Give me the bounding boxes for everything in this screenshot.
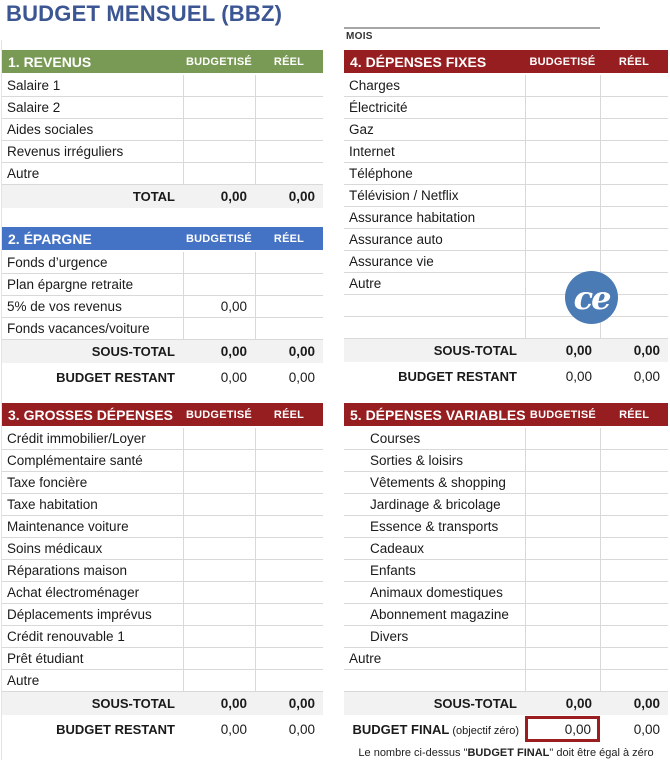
- table-revenus: [2, 50, 323, 208]
- row-label: Autre: [7, 673, 40, 688]
- total-reel: 0,00: [288, 189, 315, 204]
- mois-label: MOIS: [346, 31, 373, 42]
- reel-cell[interactable]: [255, 450, 323, 471]
- reel-cell[interactable]: [255, 75, 323, 96]
- table-row: [2, 450, 323, 472]
- row-label: Revenus irréguliers: [7, 144, 124, 159]
- reel-cell[interactable]: [600, 648, 668, 669]
- row-label: Aides sociales: [7, 122, 94, 137]
- budget-restant-label: BUDGET RESTANT: [56, 370, 175, 385]
- reel-cell[interactable]: [255, 141, 323, 162]
- table-row: [2, 252, 323, 274]
- budget-restant-budgetise: 0,00: [220, 722, 247, 737]
- table-title: 1. REVENUS: [8, 53, 92, 70]
- reel-cell[interactable]: [600, 450, 668, 471]
- budgetise-cell[interactable]: [183, 318, 255, 339]
- row-label: Gaz: [349, 122, 374, 137]
- reel-cell[interactable]: [255, 604, 323, 625]
- table-row: [2, 560, 323, 582]
- column-header-reel: RÉEL: [273, 232, 305, 245]
- reel-cell[interactable]: [255, 252, 323, 273]
- table-row: [2, 274, 323, 296]
- table-row: [2, 163, 323, 185]
- reel-cell[interactable]: [600, 428, 668, 449]
- table-revenus-header: [2, 50, 323, 75]
- budgetise-cell[interactable]: [525, 251, 600, 272]
- budget-restant-label: BUDGET RESTANT: [56, 722, 175, 737]
- table-row: [2, 296, 323, 318]
- table-row: [2, 626, 323, 648]
- row-label: Réparations maison: [7, 563, 128, 578]
- budgetise-cell[interactable]: [525, 450, 600, 471]
- reel-cell[interactable]: [600, 229, 668, 250]
- budgetise-cell[interactable]: [525, 207, 600, 228]
- reel-cell[interactable]: [255, 516, 323, 537]
- reel-cell[interactable]: [600, 141, 668, 162]
- budgetise-cell[interactable]: [183, 472, 255, 493]
- table-row: [2, 97, 323, 119]
- table-row: [2, 538, 323, 560]
- budgetise-cell[interactable]: [525, 428, 600, 449]
- reel-cell[interactable]: [255, 119, 323, 140]
- budget-final-row: [344, 716, 668, 742]
- table-row: [2, 516, 323, 538]
- table-title: 2. ÉPARGNE: [8, 230, 92, 247]
- budgetise-cell[interactable]: [525, 472, 600, 493]
- row-label: Déplacements imprévus: [7, 607, 152, 622]
- budgetise-cell[interactable]: [525, 670, 600, 691]
- row-label: Animaux domestiques: [370, 585, 503, 600]
- budgetise-cell[interactable]: [183, 141, 255, 162]
- table-row: [344, 75, 668, 97]
- row-label: [344, 670, 525, 691]
- budgetise-cell[interactable]: [183, 604, 255, 625]
- row-label: Taxe foncière: [7, 475, 88, 490]
- reel-cell[interactable]: [600, 538, 668, 559]
- table-depenses-fixes-header: [344, 50, 668, 75]
- budgetise-cell[interactable]: [525, 626, 600, 647]
- budget-restant-row: [2, 718, 323, 741]
- footnote-bold: BUDGET FINAL: [467, 747, 550, 759]
- reel-cell[interactable]: [255, 318, 323, 339]
- row-label: Cadeaux: [370, 541, 425, 556]
- table-row: [2, 494, 323, 516]
- budget-restant-row: [2, 366, 323, 389]
- row-label: Autre: [7, 166, 40, 181]
- row-label: Internet: [349, 144, 395, 159]
- table-row: [344, 229, 668, 251]
- budgetise-cell[interactable]: [183, 119, 255, 140]
- table-row: [2, 604, 323, 626]
- table-row: [2, 582, 323, 604]
- row-label: Maintenance voiture: [7, 519, 129, 534]
- budgetise-cell[interactable]: [525, 648, 600, 669]
- left-column: [2, 0, 323, 760]
- mois-input-line[interactable]: [344, 27, 600, 29]
- row-label: Enfants: [370, 563, 416, 578]
- reel-cell[interactable]: [600, 560, 668, 581]
- column-header-reel: RÉEL: [618, 55, 650, 68]
- table-epargne: [2, 227, 323, 389]
- reel-cell[interactable]: [600, 207, 668, 228]
- row-label: Plan épargne retraite: [7, 277, 134, 292]
- budgetise-cell[interactable]: [525, 560, 600, 581]
- subtotal-budgetise: 0,00: [220, 696, 247, 711]
- budgetise-cell[interactable]: [183, 494, 255, 515]
- column-header-budgetise: BUDGETISÉ: [529, 408, 596, 421]
- table-row: [344, 670, 668, 692]
- budgetise-cell[interactable]: [183, 97, 255, 118]
- budget-restant-reel: 0,00: [288, 722, 315, 737]
- table-row: [344, 472, 668, 494]
- table-depenses-variables-header: [344, 403, 668, 428]
- table-grosses-depenses: [2, 403, 323, 741]
- row-label: Jardinage & bricolage: [370, 497, 501, 512]
- table-row: [344, 97, 668, 119]
- table-row: [344, 450, 668, 472]
- row-label: Salaire 1: [7, 78, 61, 93]
- budgetise-cell[interactable]: [525, 97, 600, 118]
- table-title: 4. DÉPENSES FIXES: [350, 53, 487, 70]
- subtotal-budgetise: 0,00: [565, 696, 592, 711]
- budgetise-cell[interactable]: [183, 274, 255, 295]
- budget-restant-reel: 0,00: [288, 370, 315, 385]
- reel-cell[interactable]: [255, 97, 323, 118]
- reel-cell[interactable]: [600, 317, 668, 338]
- table-row: [344, 428, 668, 450]
- footnote: [344, 747, 668, 759]
- reel-cell[interactable]: [255, 163, 323, 184]
- budget-final-budgetise-cell: 0,00: [525, 716, 600, 742]
- reel-cell[interactable]: [600, 251, 668, 272]
- column-header-reel: RÉEL: [273, 408, 305, 421]
- budget-restant-reel: 0,00: [633, 369, 660, 384]
- budget-final-reel-cell: 0,00: [633, 721, 660, 737]
- budgetise-cell[interactable]: [183, 450, 255, 471]
- table-row: [2, 318, 323, 340]
- budgetise-cell[interactable]: [525, 141, 600, 162]
- table-row: [344, 604, 668, 626]
- row-label: Assurance auto: [349, 232, 443, 247]
- page-title: BUDGET MENSUEL (BBZ): [6, 1, 283, 26]
- budgetise-cell[interactable]: [183, 428, 255, 449]
- table-row: [344, 141, 668, 163]
- footnote-prefix: Le nombre ci-dessus ": [358, 747, 468, 759]
- table-row: [2, 75, 323, 97]
- subtotal-row: [344, 339, 668, 362]
- subtotal-reel: 0,00: [288, 696, 315, 711]
- budgetise-cell[interactable]: [525, 582, 600, 603]
- reel-cell[interactable]: [255, 472, 323, 493]
- budgetise-cell[interactable]: [525, 604, 600, 625]
- column-header-reel: RÉEL: [619, 408, 650, 421]
- reel-cell[interactable]: [255, 648, 323, 669]
- row-label: Sorties & loisirs: [370, 453, 464, 468]
- reel-cell[interactable]: [255, 560, 323, 581]
- reel-cell[interactable]: [600, 97, 668, 118]
- budgetise-cell[interactable]: [183, 582, 255, 603]
- budgetise-cell[interactable]: [525, 185, 600, 206]
- budgetise-cell[interactable]: [525, 229, 600, 250]
- column-header-budgetise: BUDGETISÉ: [186, 55, 252, 68]
- budgetise-cell[interactable]: [525, 516, 600, 537]
- budget-final-label: [344, 722, 525, 737]
- budgetise-cell[interactable]: [525, 75, 600, 96]
- budgetise-cell[interactable]: 0,00: [183, 296, 255, 317]
- table-row: [2, 428, 323, 450]
- budgetise-cell[interactable]: [183, 626, 255, 647]
- row-label: Taxe habitation: [7, 497, 98, 512]
- table-row: [344, 626, 668, 648]
- subtotal-row: [344, 692, 668, 715]
- total-row: [2, 185, 323, 208]
- table-depenses-variables: [344, 403, 668, 742]
- table-row: [344, 119, 668, 141]
- table-row: [344, 251, 668, 273]
- row-label: Électricité: [349, 100, 408, 115]
- reel-cell[interactable]: [600, 472, 668, 493]
- reel-cell[interactable]: [600, 626, 668, 647]
- budget-restant-label: BUDGET RESTANT: [398, 369, 517, 384]
- reel-cell[interactable]: [255, 670, 323, 691]
- subtotal-label: SOUS-TOTAL: [91, 696, 175, 711]
- table-epargne-header: [2, 227, 323, 252]
- table-row: [344, 207, 668, 229]
- budgetise-cell[interactable]: [183, 516, 255, 537]
- subtotal-label: SOUS-TOTAL: [91, 344, 175, 359]
- row-label: Crédit renouvable 1: [7, 629, 125, 644]
- subtotal-row: [2, 692, 323, 715]
- reel-cell[interactable]: [600, 582, 668, 603]
- budgetise-cell[interactable]: [183, 670, 255, 691]
- table-row: [344, 163, 668, 185]
- reel-cell[interactable]: [600, 185, 668, 206]
- row-label: Vêtements & shopping: [370, 475, 506, 490]
- table-title: 5. DÉPENSES VARIABLES: [350, 406, 526, 423]
- budgetise-cell[interactable]: [183, 560, 255, 581]
- table-row: [2, 119, 323, 141]
- budgetise-cell[interactable]: [183, 648, 255, 669]
- table-row: [344, 516, 668, 538]
- row-label: Achat électroménager: [7, 585, 140, 600]
- row-label: Télévision / Netflix: [349, 188, 459, 203]
- budgetise-cell[interactable]: [183, 252, 255, 273]
- reel-cell[interactable]: [255, 274, 323, 295]
- reel-cell[interactable]: [600, 604, 668, 625]
- row-label: Divers: [370, 629, 409, 644]
- reel-cell[interactable]: [600, 670, 668, 691]
- reel-cell[interactable]: [600, 119, 668, 140]
- table-row: [344, 295, 668, 317]
- reel-cell[interactable]: [255, 582, 323, 603]
- budgetise-cell[interactable]: [525, 119, 600, 140]
- row-label: Courses: [370, 431, 421, 446]
- table-row: [2, 670, 323, 692]
- reel-cell[interactable]: [255, 428, 323, 449]
- subtotal-budgetise: 0,00: [220, 344, 247, 359]
- table-title: 3. GROSSES DÉPENSES: [8, 406, 173, 423]
- table-row: [344, 560, 668, 582]
- budget-restant-budgetise: 0,00: [565, 369, 592, 384]
- column-header-budgetise: BUDGETISÉ: [186, 232, 252, 245]
- reel-cell[interactable]: [600, 494, 668, 515]
- reel-cell[interactable]: [600, 516, 668, 537]
- table-depenses-fixes: [344, 50, 668, 388]
- budgetise-cell[interactable]: [183, 538, 255, 559]
- budgetise-cell[interactable]: [183, 75, 255, 96]
- reel-cell[interactable]: [600, 75, 668, 96]
- table-row: [344, 185, 668, 207]
- row-label: Assurance vie: [349, 254, 434, 269]
- table-row: [344, 582, 668, 604]
- reel-cell[interactable]: [600, 163, 668, 184]
- table-row: [344, 648, 668, 670]
- row-label: Fonds vacances/voiture: [7, 321, 150, 336]
- table-row: [344, 317, 668, 339]
- budget-final-label-bold: BUDGET FINAL: [352, 721, 450, 737]
- table-row: [2, 141, 323, 163]
- subtotal-label: SOUS-TOTAL: [433, 696, 517, 711]
- budgetise-cell[interactable]: [525, 538, 600, 559]
- budgetise-cell[interactable]: [525, 163, 600, 184]
- row-label: Prêt étudiant: [7, 651, 84, 666]
- row-label: Crédit immobilier/Loyer: [7, 431, 146, 446]
- budget-restant-budgetise: 0,00: [220, 370, 247, 385]
- row-label: Abonnement magazine: [370, 607, 509, 622]
- table-row: [2, 472, 323, 494]
- table-row: [344, 538, 668, 560]
- row-label: Téléphone: [349, 166, 413, 181]
- total-label: TOTAL: [132, 189, 175, 204]
- column-header-budgetise: BUDGETISÉ: [529, 55, 596, 68]
- row-label: Autre: [349, 276, 382, 291]
- column-header-budgetise: BUDGETISÉ: [186, 408, 252, 421]
- subtotal-budgetise: 0,00: [565, 343, 592, 358]
- reel-cell[interactable]: [255, 296, 323, 317]
- row-label: Soins médicaux: [7, 541, 103, 556]
- row-label: [344, 295, 525, 316]
- budget-final-label-small: (objectif zéro): [449, 724, 519, 737]
- table-row: [344, 273, 668, 295]
- budgetise-cell[interactable]: [525, 494, 600, 515]
- row-label: Fonds d’urgence: [7, 255, 108, 270]
- subtotal-label: SOUS-TOTAL: [433, 343, 517, 358]
- row-label: Assurance habitation: [349, 210, 476, 225]
- ce-logo: ce: [565, 271, 618, 324]
- footnote-suffix: " doit être égal à zéro: [549, 747, 654, 759]
- reel-cell[interactable]: [255, 538, 323, 559]
- subtotal-row: [2, 340, 323, 363]
- budgetise-cell[interactable]: [183, 163, 255, 184]
- reel-cell[interactable]: [255, 494, 323, 515]
- row-label: Autre: [349, 651, 382, 666]
- column-header-reel: RÉEL: [273, 55, 305, 68]
- table-row: [2, 648, 323, 670]
- row-label: [344, 317, 525, 338]
- subtotal-reel: 0,00: [633, 343, 660, 358]
- subtotal-reel: 0,00: [633, 696, 660, 711]
- row-label: Essence & transports: [370, 519, 499, 534]
- right-column: [344, 0, 668, 760]
- row-label: Complémentaire santé: [7, 453, 143, 468]
- reel-cell[interactable]: [255, 626, 323, 647]
- budget-restant-row: [344, 365, 668, 388]
- subtotal-reel: 0,00: [288, 344, 315, 359]
- row-label: Charges: [349, 78, 401, 93]
- table-grosses-depenses-header: [2, 403, 323, 428]
- table-row: [344, 494, 668, 516]
- row-label: Salaire 2: [7, 100, 61, 115]
- total-budgetise: 0,00: [220, 189, 247, 204]
- row-label: 5% de vos revenus: [7, 299, 122, 314]
